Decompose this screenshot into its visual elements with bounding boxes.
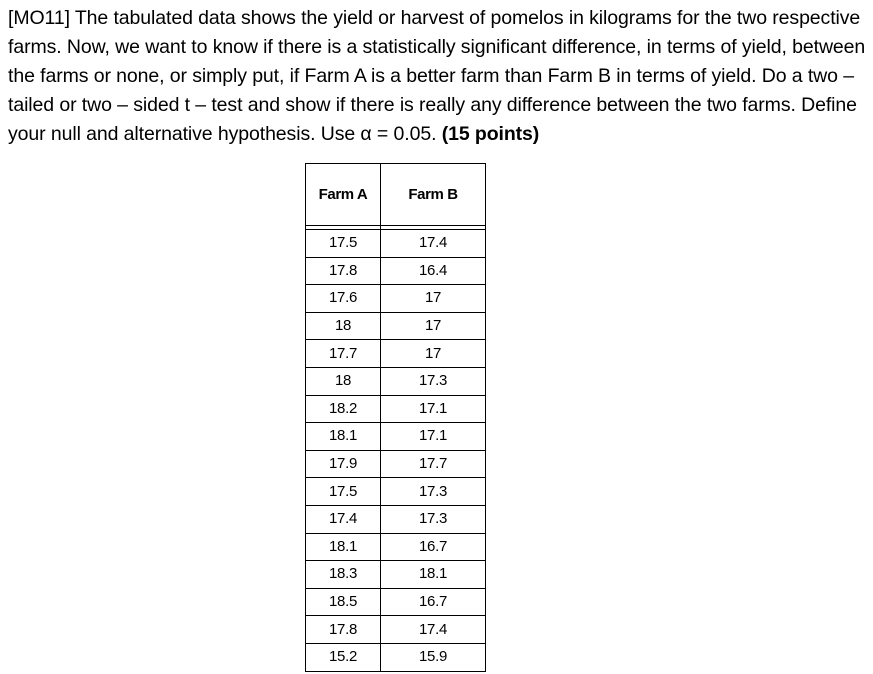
cell-farm-b: 17.4 <box>381 230 486 258</box>
cell-farm-b: 18.1 <box>381 561 486 589</box>
cell-farm-b: 17.3 <box>381 505 486 533</box>
cell-farm-b: 17.3 <box>381 478 486 506</box>
header-farm-b: Farm B <box>381 164 486 226</box>
table-row <box>306 533 486 561</box>
table-row <box>306 616 486 644</box>
cell-farm-a: 17.4 <box>306 505 381 533</box>
cell-farm-a: 18 <box>306 312 381 340</box>
table-row <box>306 367 486 395</box>
cell-farm-a: 18.5 <box>306 588 381 616</box>
cell-farm-a: 17.7 <box>306 340 381 368</box>
question-body: [MO11] The tabulated data shows the yield or harvest of pomelos in kilograms for the two respective farms. Now, we want to know if there is a statistically significant difference, in terms of yield, between the farms or none, or simply put, if Farm A is a better farm than Farm B in terms of yield. Do a two – tailed or two – sided t – test and show if there is really any difference between the two farms. Define your null and alternative hypothesis. Use α = 0.05. <box>8 7 866 145</box>
cell-farm-b: 17 <box>381 312 486 340</box>
cell-farm-b: 15.9 <box>381 643 486 671</box>
header-farm-a: Farm A <box>306 164 381 226</box>
table-row <box>306 423 486 451</box>
question-text <box>8 4 868 149</box>
cell-farm-a: 18.1 <box>306 423 381 451</box>
table-row <box>306 340 486 368</box>
cell-farm-a: 15.2 <box>306 643 381 671</box>
table-row <box>306 230 486 258</box>
cell-farm-b: 17.4 <box>381 616 486 644</box>
table-row <box>306 588 486 616</box>
cell-farm-b: 17.3 <box>381 367 486 395</box>
cell-farm-b: 17.1 <box>381 423 486 451</box>
cell-farm-b: 16.7 <box>381 588 486 616</box>
cell-farm-a: 17.9 <box>306 450 381 478</box>
yield-table <box>305 163 486 672</box>
table-row <box>306 643 486 671</box>
cell-farm-a: 18 <box>306 367 381 395</box>
cell-farm-a: 17.8 <box>306 257 381 285</box>
table-row <box>306 395 486 423</box>
cell-farm-a: 17.5 <box>306 230 381 258</box>
table-row <box>306 478 486 506</box>
question-points: (15 points) <box>441 123 540 145</box>
cell-farm-a: 18.1 <box>306 533 381 561</box>
table-body <box>306 226 486 672</box>
cell-farm-a: 17.6 <box>306 285 381 313</box>
table-header-row <box>306 164 486 226</box>
cell-farm-a: 18.2 <box>306 395 381 423</box>
cell-farm-a: 17.5 <box>306 478 381 506</box>
cell-farm-b: 16.7 <box>381 533 486 561</box>
cell-farm-b: 17.1 <box>381 395 486 423</box>
table-row <box>306 285 486 313</box>
cell-farm-b: 17.7 <box>381 450 486 478</box>
table-row <box>306 257 486 285</box>
cell-farm-a: 17.8 <box>306 616 381 644</box>
cell-farm-b: 17 <box>381 285 486 313</box>
cell-farm-a: 18.3 <box>306 561 381 589</box>
table-row <box>306 312 486 340</box>
cell-farm-b: 16.4 <box>381 257 486 285</box>
table-row <box>306 450 486 478</box>
cell-farm-b: 17 <box>381 340 486 368</box>
table-row <box>306 505 486 533</box>
table-row <box>306 561 486 589</box>
yield-table-container <box>305 163 486 672</box>
